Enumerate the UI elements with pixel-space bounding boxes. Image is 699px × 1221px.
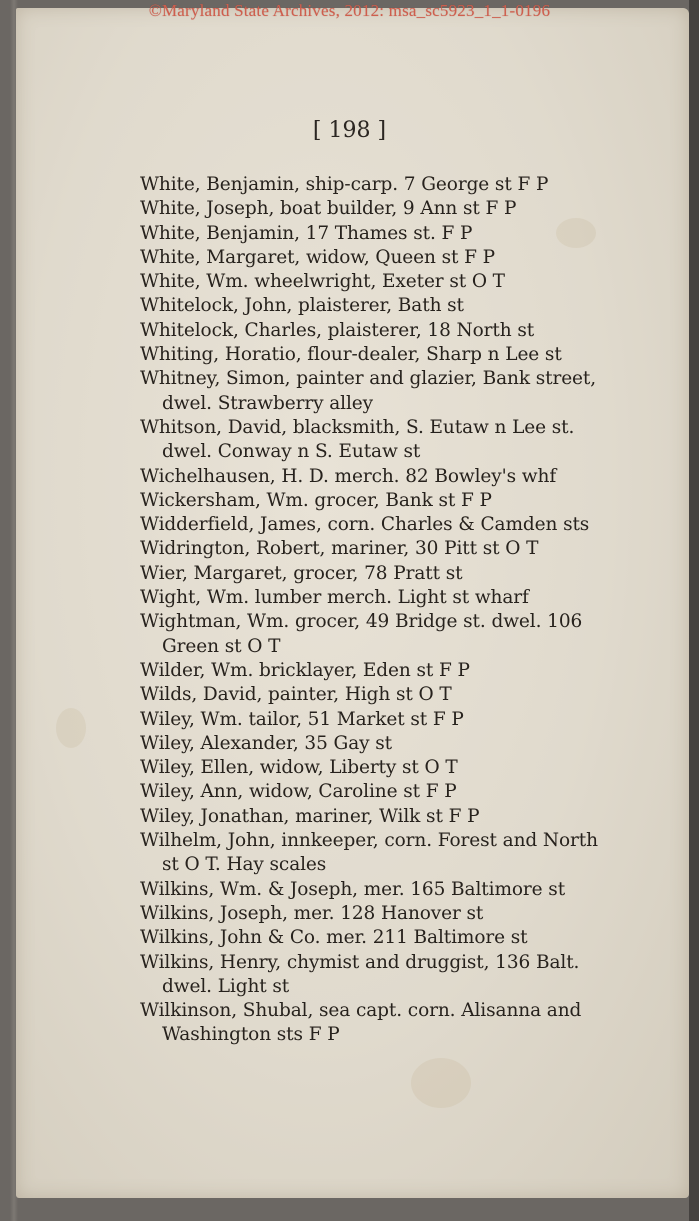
entry-text: Wilkins, Wm. & Joseph, mer. 165 Baltimore st [140, 878, 566, 900]
entry-text: Whitelock, Charles, plaisterer, 18 North st [140, 319, 535, 341]
entry-text: Wier, Margaret, grocer, 78 Pratt st [140, 562, 463, 584]
directory-entry [140, 829, 670, 878]
entry-text: Wilkinson, Shubal, sea capt. corn. Alisanna and [140, 1000, 582, 1022]
directory-entry [140, 222, 670, 246]
directory-entry [140, 173, 670, 197]
directory-entry [140, 732, 670, 756]
entry-text: White, Joseph, boat builder, 9 Ann st F P [140, 198, 517, 220]
entry-continuation: Green st O T [162, 635, 281, 657]
entry-text: Wilkins, Joseph, mer. 128 Hanover st [140, 902, 484, 924]
entry-text: Whiting, Horatio, flour-dealer, Sharp n Lee st [140, 344, 562, 366]
directory-entry [140, 319, 670, 343]
foxing-stain [411, 1058, 471, 1108]
directory-entry [140, 537, 670, 561]
directory-entry [140, 197, 670, 221]
directory-entry [140, 659, 670, 683]
entry-text: Wiley, Jonathan, mariner, Wilk st F P [140, 805, 480, 827]
entry-text: Wiley, Ellen, widow, Liberty st O T [140, 757, 458, 779]
directory-entry [140, 805, 670, 829]
entry-text: Wiley, Wm. tailor, 51 Market st F P [140, 708, 464, 730]
entry-text: Wiley, Ann, widow, Caroline st F P [140, 781, 457, 803]
directory-entry [140, 708, 670, 732]
entry-continuation: dwel. Strawberry alley [162, 392, 373, 414]
entry-text: White, Benjamin, 17 Thames st. F P [140, 222, 473, 244]
entry-text: Wilkins, John & Co. mer. 211 Baltimore st [140, 927, 528, 949]
entry-text: Wickersham, Wm. grocer, Bank st F P [140, 489, 492, 511]
entry-continuation: dwel. Conway n S. Eutaw st [162, 441, 421, 463]
entry-text: Whitelock, John, plaisterer, Bath st [140, 295, 464, 317]
directory-entry [140, 780, 670, 804]
directory-entry [140, 343, 670, 367]
entry-text: Wilder, Wm. bricklayer, Eden st F P [140, 659, 470, 681]
directory-entry [140, 489, 670, 513]
entry-text: White, Margaret, widow, Queen st F P [140, 246, 495, 268]
entry-text: Wilkins, Henry, chymist and druggist, 136 Balt. [140, 951, 580, 973]
entry-text: Wilhelm, John, innkeeper, corn. Forest and North [140, 830, 598, 852]
entry-text: Wilds, David, painter, High st O T [140, 684, 452, 706]
directory-entry [140, 951, 670, 1000]
directory-entry [140, 926, 670, 950]
directory-entry [140, 586, 670, 610]
entry-text: Whitson, David, blacksmith, S. Eutaw n Lee st. [140, 416, 575, 438]
directory-entry [140, 416, 670, 465]
entry-continuation: dwel. Light st [162, 975, 290, 997]
directory-entry [140, 246, 670, 270]
directory-entry [140, 610, 670, 659]
entry-text: Wichelhausen, H. D. merch. 82 Bowley's whf [140, 465, 557, 487]
directory-entry [140, 756, 670, 780]
directory-entry [140, 902, 670, 926]
directory-entries [140, 173, 670, 1048]
directory-entry [140, 294, 670, 318]
archive-watermark: ©Maryland State Archives, 2012: msa_sc5923_1_1-0196 [148, 1, 551, 20]
entry-text: Whitney, Simon, painter and glazier, Bank street, [140, 368, 597, 390]
directory-entry [140, 367, 670, 416]
entry-continuation: Washington sts F P [162, 1024, 340, 1046]
directory-entry [140, 562, 670, 586]
directory-entry [140, 465, 670, 489]
directory-entry [140, 999, 670, 1048]
directory-entry [140, 683, 670, 707]
directory-entry [140, 270, 670, 294]
entry-continuation: st O T. Hay scales [162, 854, 327, 876]
directory-entry [140, 878, 670, 902]
entry-text: Wiley, Alexander, 35 Gay st [140, 732, 392, 754]
entry-text: White, Wm. wheelwright, Exeter st O T [140, 271, 505, 293]
entry-text: Wight, Wm. lumber merch. Light st wharf [140, 587, 529, 609]
entry-text: White, Benjamin, ship-carp. 7 George st F P [140, 174, 549, 195]
directory-entry [140, 513, 670, 537]
entry-text: Widrington, Robert, mariner, 30 Pitt st O T [140, 538, 539, 560]
book-edge [689, 0, 699, 1221]
page-number: [ 198 ] [312, 118, 387, 143]
entry-text: Wightman, Wm. grocer, 49 Bridge st. dwel. 106 [140, 611, 583, 633]
entry-text: Widderfield, James, corn. Charles & Camden sts [140, 514, 590, 536]
foxing-stain [56, 708, 86, 748]
